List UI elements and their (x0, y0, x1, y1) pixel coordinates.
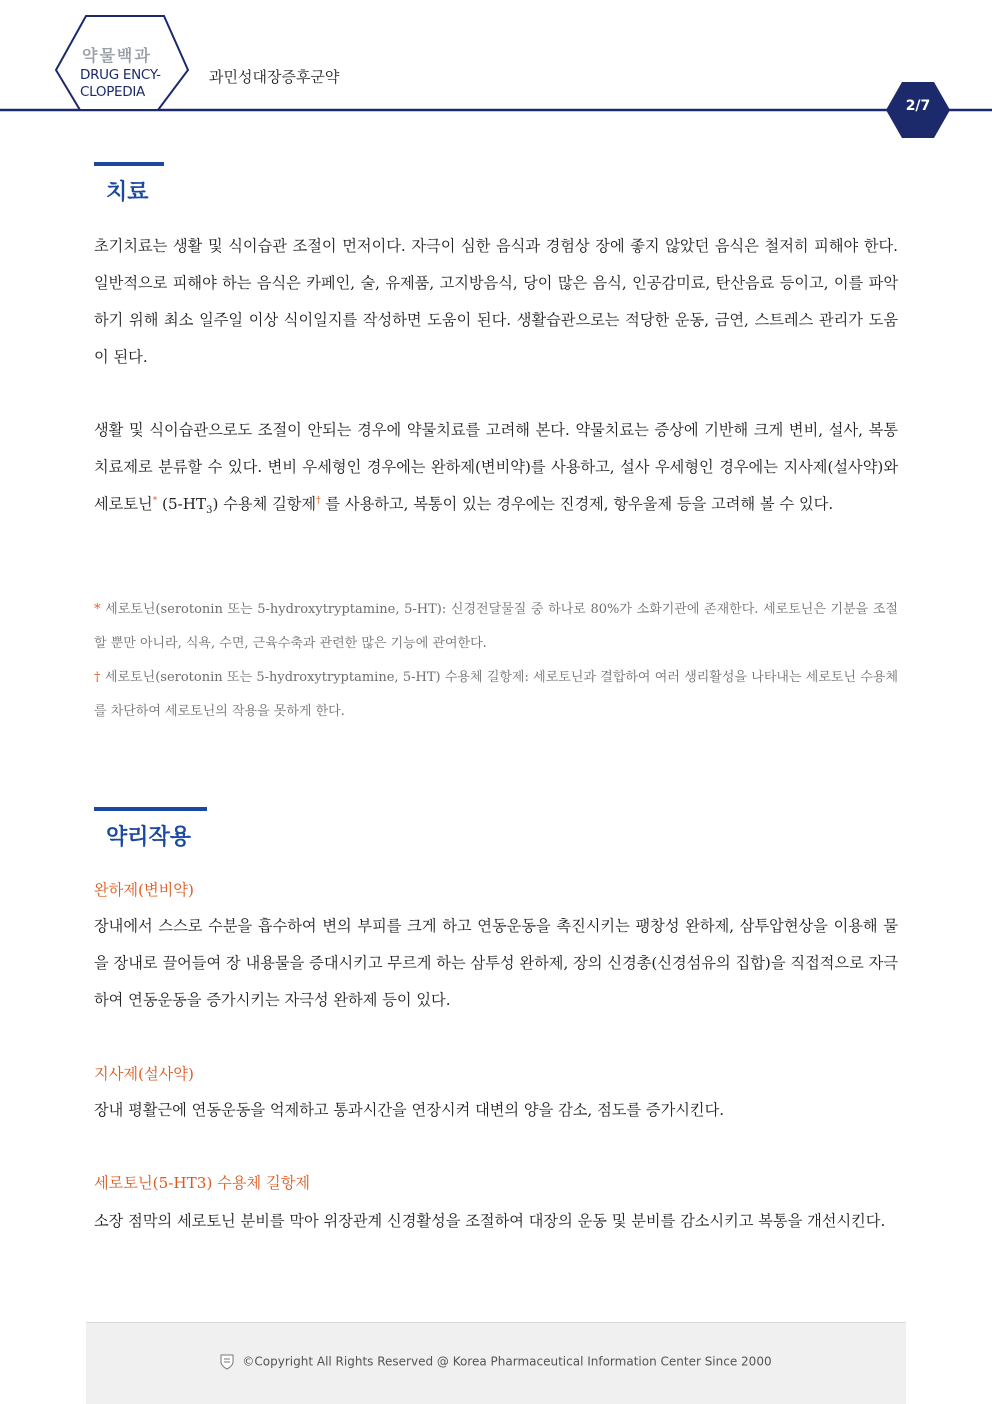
footnote-mark-asterisk: * (94, 602, 101, 617)
subheading-antidiarrheal: 지사제(설사약) (94, 1065, 194, 1083)
footnote-antagonist (94, 661, 898, 729)
laxative-description: 장내에서 스스로 수분을 흡수하여 변의 부피를 크게 하고 연동운동을 촉진시키는 팽창성 완하제, 삼투압현상을 이용해 물을 장내로 끌어들여 장 내용물을 증대시키고 무르게 하는 삼투성 완하제, 장의 신경총(신경섬유의 집합)을 직접적으로 자극하여 연동운동을 증가시키는 자극성 완하제 등이 있다. (94, 917, 898, 1009)
logo-english-line1: DRUG ENCY- (80, 67, 161, 83)
footnote-ref-dagger: † (316, 495, 321, 506)
footnote-mark-dagger: † (94, 670, 101, 685)
section-bar-treatment (94, 162, 164, 166)
footer-content (86, 1354, 906, 1370)
treatment-paragraph-2-part-d: 를 사용하고, 복통이 있는 경우에는 진경제, 항우울제 등을 고려해 볼 수 있다. (320, 495, 834, 513)
logo-english-line2: CLOPEDIA (80, 84, 145, 100)
copyright-text: ©Copyright All Rights Reserved @ Korea Pharmaceutical Information Center Since 2000 (242, 1354, 772, 1369)
document-title: 과민성대장증후군약 (209, 68, 340, 86)
antidiarrheal-description: 장내 평활근에 연동운동을 억제하고 통과시간을 연장시켜 대변의 양을 감소, 점도를 증가시킨다. (94, 1101, 725, 1119)
page-number: 2/7 (905, 98, 931, 114)
subheading-5ht3-antagonist: 세로토닌(5-HT3) 수용체 길항제 (94, 1174, 311, 1192)
page-footer (86, 1322, 906, 1404)
treatment-paragraph-2-part-c: ) 수용체 길항제 (212, 495, 317, 513)
treatment-paragraph-2-part-a: 생활 및 식이습관으로도 조절이 안되는 경우에 약물치료를 고려해 본다. 약물치료는 증상에 기반해 크게 변비, 설사, 복통 치료제로 분류할 수 있다. 변비 우세형인 경우에는 완하제(변비약)를 사용하고, 설사 우세형인 경우에는 지사제(설사약)와 세로토닌 (94, 421, 898, 513)
logo-korean: 약물백과 (82, 46, 152, 65)
subheading-laxative: 완하제(변비약) (94, 881, 194, 899)
section-title-pharmacology: 약리작용 (106, 825, 192, 850)
treatment-paragraph-2-part-b: (5-HT (157, 495, 207, 513)
section-bar-pharmacology (94, 807, 207, 811)
footnote-serotonin (94, 593, 898, 661)
page-header (0, 0, 992, 140)
subscript-3: 3 (206, 505, 213, 517)
footnote-antagonist-text: 세로토닌(serotonin 또는 5-hydroxytryptamine, 5-HT) 수용체 길항제: 세로토닌과 결합하여 여러 생리활성을 나타내는 세로토닌 수용체를 차단하여 세로토닌의 작용을 못하게 한다. (94, 670, 899, 719)
logo-english (80, 67, 180, 101)
shield-icon (220, 1354, 234, 1370)
section-title-treatment: 치료 (106, 180, 149, 205)
treatment-paragraph-1: 초기치료는 생활 및 식이습관 조절이 먼저이다. 자극이 심한 음식과 경험상 장에 좋지 않았던 음식은 철저히 피해야 한다. 일반적으로 피해야 하는 음식은 카페인, 술, 유제품, 고지방음식, 당이 많은 음식, 인공감미료, 탄산음료 등이고, 이를 파악하기 위해 최소 일주일 이상 식이일지를 작성하면 도움이 된다. 생활습관으로는 적당한 운동, 금연, 스트레스 관리가 도움이 된다. (94, 237, 898, 366)
footnote-ref-asterisk: * (152, 495, 158, 506)
footnote-serotonin-text: 세로토닌(serotonin 또는 5-hydroxytryptamine, 5-HT): 신경전달물질 중 하나로 80%가 소화기관에 존재한다. 세로토닌은 기분을 조절할 뿐만 아니라, 식욕, 수면, 근육수축과 관련한 많은 기능에 관여한다. (94, 602, 898, 651)
5ht3-antagonist-description: 소장 점막의 세로토닌 분비를 막아 위장관계 신경활성을 조절하여 대장의 운동 및 분비를 감소시키고 복통을 개선시킨다. (94, 1212, 886, 1230)
treatment-paragraph-2 (94, 412, 898, 523)
